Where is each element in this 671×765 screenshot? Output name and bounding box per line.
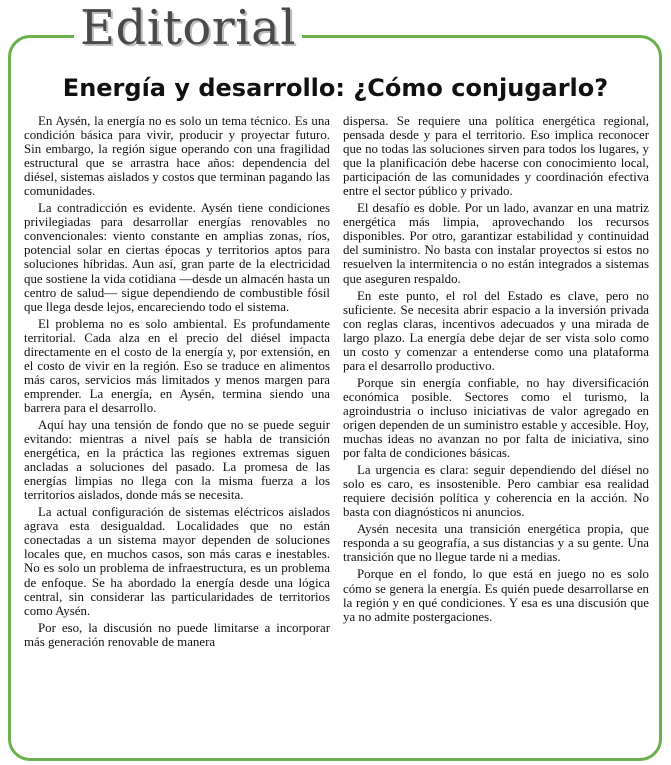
paragraph: Aysén necesita una transición energética propia, que responda a su geografía, a sus distancias y a su gente. Una transición que no llegue tarde ni a medias.: [343, 522, 649, 565]
section-label: Editorial: [74, 0, 302, 56]
paragraph: Porque sin energía confiable, no hay diversificación económica posible. Sectores como el turismo, la agroindustria o incluso iniciativas de valor agregado en origen dependen de un suministro estable y accesible. Hoy, muchas ideas no avanzan no por falta de iniciativa, sino por falta de condiciones básicas.: [343, 375, 649, 461]
paragraph: Por eso, la discusión no puede limitarse a incorporar más generación renovable de manera: [24, 620, 330, 649]
paragraph: En Aysén, la energía no es solo un tema técnico. Es una condición básica para vivir, producir y proyectar futuro. Sin embargo, la región sigue operando con una fragilidad estructural que se arrastra hace años: dependencia del diésel, sistemas aislados y costos que terminan pagando las comunidades.: [24, 114, 330, 199]
article-column-left: [24, 114, 330, 754]
paragraph: El problema no es solo ambiental. Es profundamente territorial. Cada alza en el precio del diésel impacta directamente en el costo de la energía y, por extensión, en el costo de vivir en la región. Eso se traduce en alimentos más caros, servicios más limitados y menos margen para emprender. La energía, en Aysén, termina siendo una barrera para el desarrollo.: [24, 316, 330, 415]
paragraph: La contradicción es evidente. Aysén tiene condiciones privilegiadas para desarrollar energías renovables no convencionales: viento constante en amplias zonas, ríos, potencial solar en ciertas épocas y territorios aptos para soluciones híbridas. Aun así, gran parte de la electricidad que sostiene la vida cotidiana —desde un almacén hasta un centro de salud— sigue dependiendo de combustible fósil que llega desde lejos, encareciendo todo el sistema.: [24, 201, 330, 314]
paragraph: La urgencia es clara: seguir dependiendo del diésel no solo es caro, es insostenible. Pero cambiar esa realidad requiere decisión política y coherencia en la acción. No basta con diagnósticos ni anuncios.: [343, 463, 649, 520]
article-column-right: [343, 114, 649, 754]
paragraph: Porque en el fondo, lo que está en juego no es solo cómo se genera la energía. Es quién puede desarrollarse en la región y en qué condiciones. Y esa es una discusión que ya no admite postergaciones.: [343, 567, 649, 624]
paragraph: La actual configuración de sistemas eléctricos aislados agrava esta desigualdad. Localidades que no están conectadas a un sistema mayor dependen de soluciones locales que, en muchos casos, son más caras e inestables. No es solo un problema de infraestructura, es un problema de enfoque. Se ha abordado la energía desde una lógica central, sin considerar las particularidades de territorios como Aysén.: [24, 505, 330, 618]
paragraph: Aquí hay una tensión de fondo que no se puede seguir evitando: mientras a nivel país se habla de transición energética, en la práctica las regiones extremas siguen ancladas a soluciones del pasado. La promesa de las energías limpias no llega con la misma fuerza a los territorios aislados, donde más se necesita.: [24, 417, 330, 503]
paragraph: En este punto, el rol del Estado es clave, pero no suficiente. Se necesita abrir espacio a la inversión privada con reglas claras, incentivos adecuados y una mirada de largo plazo. La energía debe dejar de ser vista solo como un costo y comenzar a entenderse como una plataforma para el desarrollo productivo.: [343, 288, 649, 373]
headline: Energía y desarrollo: ¿Cómo conjugarlo?: [62, 74, 609, 102]
paragraph-continued: dispersa. Se requiere una política energética regional, pensada desde y para el territorio. Eso implica reconocer que no todas las soluciones sirven para todos los lugares, y que la planificación debe hacerse con conocimiento local, participación de las comunidades y coordinación efectiva entre el sector público y privado.: [343, 114, 649, 199]
paragraph: El desafío es doble. Por un lado, avanzar en una matriz energética más limpia, aprovechando los recursos disponibles. Por otro, garantizar estabilidad y continuidad del suministro. No basta con instalar proyectos si estos no resuelven la intermitencia o no están integrados a sistemas que aseguren respaldo.: [343, 201, 649, 286]
